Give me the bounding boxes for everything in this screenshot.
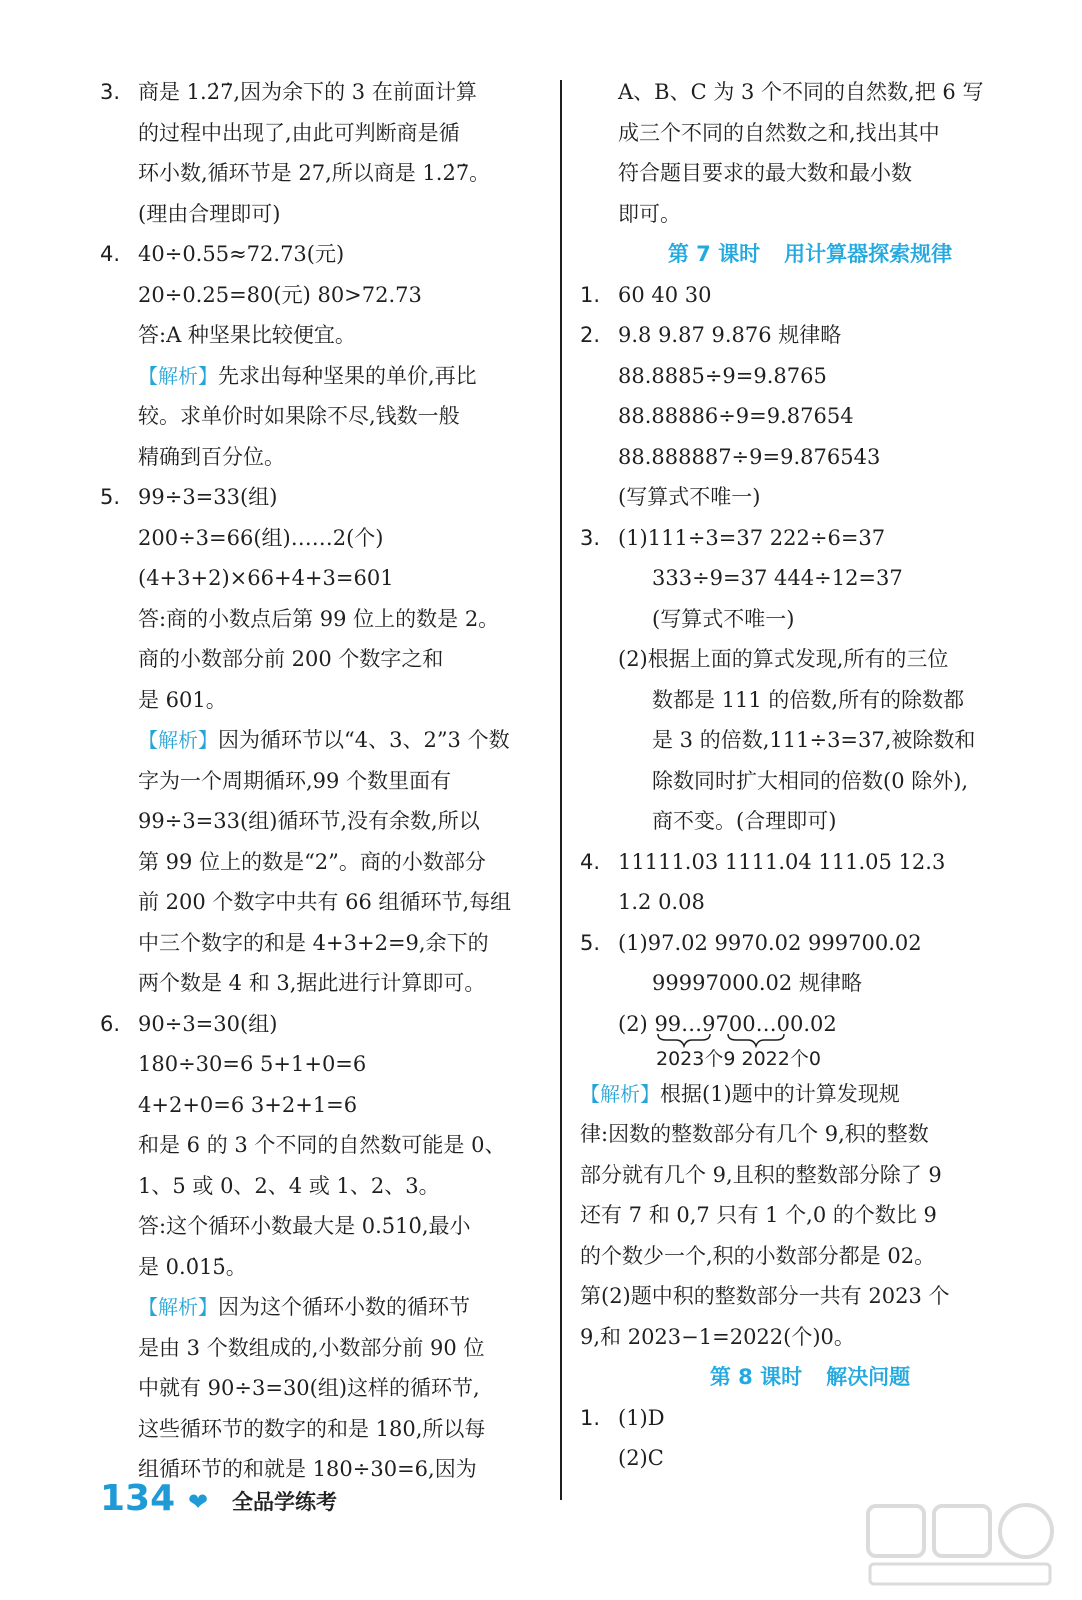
question-3 bbox=[580, 518, 1040, 842]
answer-line: 和是 6 的 3 个不同的自然数可能是 0、 bbox=[138, 1133, 506, 1157]
answer-line: (1)D bbox=[618, 1405, 665, 1430]
answer-line: 333÷9=37 444÷12=37 bbox=[652, 566, 903, 590]
right-column bbox=[580, 72, 1040, 1479]
analysis-line: 较。求单价时如果除不尽,钱数一般 bbox=[138, 404, 460, 428]
answer-line: 答:这个循环小数最大是 0.5̇10̇,最小 bbox=[138, 1214, 471, 1238]
analysis-tag: 【解析】 bbox=[138, 1295, 218, 1319]
question-number: 2. bbox=[580, 323, 601, 347]
watermark-logo-icon bbox=[860, 1500, 1060, 1590]
heart-icon: ❤ bbox=[188, 1488, 209, 1516]
analysis-line: 第 99 位上的数是“2”。商的小数部分 bbox=[138, 849, 486, 874]
part-prefix: (2) bbox=[618, 1011, 648, 1036]
answer-line: 9.8 9.87 9.876 规律略 bbox=[618, 323, 842, 347]
question-5 bbox=[100, 477, 540, 1004]
brace-label: 2023个9 bbox=[656, 1047, 736, 1070]
lesson-label: 第 8 课时 bbox=[709, 1365, 803, 1389]
answer-line: 商不变。(合理即可) bbox=[652, 809, 837, 833]
answer-line: (写算式不唯一) bbox=[652, 606, 795, 631]
analysis-line: A、B、C 为 3 个不同的自然数,把 6 写 bbox=[618, 80, 984, 104]
analysis-text: 因为这个循环小数的循环节 bbox=[218, 1295, 470, 1319]
answer-line: 88.888887÷9=9.876543 bbox=[618, 444, 881, 469]
answer-line: 4+2+0=6 3+2+1=6 bbox=[138, 1092, 358, 1117]
analysis-line: 符合题目要求的最大数和最小数 bbox=[618, 161, 912, 185]
analysis-line: 99÷3=33(组)循环节,没有余数,所以 bbox=[138, 809, 480, 833]
analysis-line: 是由 3 个数组成的,小数部分前 90 位 bbox=[138, 1335, 485, 1360]
question-2 bbox=[580, 315, 1040, 518]
analysis-line: 律:因数的整数部分有几个 9,积的整数 bbox=[580, 1122, 929, 1146]
question-number: 1. bbox=[580, 1405, 601, 1430]
analysis-line: 这些循环节的数字的和是 180,所以每 bbox=[138, 1416, 486, 1441]
brace-expression bbox=[580, 1004, 1040, 1074]
answer-line: 60 40 30 bbox=[618, 282, 712, 307]
analysis-line bbox=[580, 1074, 1040, 1115]
analysis-line: 精确到百分位。 bbox=[138, 444, 285, 469]
question-number: 4. bbox=[580, 849, 601, 874]
answer-line: 1、5 或 0、2、4 或 1、2、3。 bbox=[138, 1173, 440, 1198]
brace-labels bbox=[656, 1044, 821, 1071]
lesson-8-heading bbox=[580, 1357, 1040, 1398]
answer-line: 是 601。 bbox=[138, 687, 227, 712]
analysis-line: 中就有 90÷3=30(组)这样的循环节, bbox=[138, 1376, 480, 1400]
answer-line: 商是 1.2̇7̇,因为余下的 3 在前面计算 bbox=[138, 80, 477, 104]
question-6 bbox=[100, 1004, 540, 1490]
answer-line: 数都是 111 的倍数,所有的除数都 bbox=[652, 687, 965, 712]
analysis-line: 即可。 bbox=[618, 201, 681, 226]
lesson-title: 解决问题 bbox=[826, 1365, 911, 1389]
question-5 bbox=[580, 923, 1040, 1004]
lesson-7-heading bbox=[580, 234, 1040, 275]
analysis-line: 前 200 个数字中共有 66 组循环节,每组 bbox=[138, 890, 512, 914]
question-number: 3. bbox=[580, 525, 601, 550]
analysis-line bbox=[138, 356, 540, 397]
answer-line: 200÷3=66(组)……2(个) bbox=[138, 525, 384, 550]
answer-line: 的过程中出现了,由此可判断商是循 bbox=[138, 120, 460, 145]
question-number: 3. bbox=[100, 80, 121, 104]
question-number: 1. bbox=[580, 282, 601, 307]
answer-line: (写算式不唯一) bbox=[618, 485, 761, 509]
answer-line: 1.2 0.08 bbox=[618, 890, 705, 914]
analysis-line: 两个数是 4 和 3,据此进行计算即可。 bbox=[138, 971, 486, 995]
answer-line: 答:A 种坚果比较便宜。 bbox=[138, 323, 356, 347]
answer-line: 答:商的小数点后第 99 位上的数是 2。 bbox=[138, 606, 500, 631]
analysis-tag: 【解析】 bbox=[580, 1081, 660, 1106]
question-1 bbox=[580, 275, 1040, 316]
lesson-label: 第 7 课时 bbox=[667, 242, 761, 266]
question-number: 5. bbox=[580, 930, 601, 955]
question-3 bbox=[100, 72, 540, 234]
answer-line: 11111.03 1111.04 111.05 12.3 bbox=[618, 849, 946, 874]
question-4 bbox=[580, 842, 1040, 923]
analysis-line: 第(2)题中积的整数部分一共有 2023 个 bbox=[580, 1284, 950, 1308]
expression: 99…9700…00.02 bbox=[654, 1011, 837, 1036]
analysis-line: 中三个数字的和是 4+3+2=9,余下的 bbox=[138, 930, 489, 955]
answer-line: 90÷3=30(组) bbox=[138, 1011, 278, 1036]
answer-line: (1)97.02 9970.02 999700.02 bbox=[618, 930, 922, 955]
answer-line: 88.88886÷9=9.87654 bbox=[618, 404, 854, 428]
page-number: 134 bbox=[100, 1478, 176, 1519]
question-1-lesson8 bbox=[580, 1398, 1040, 1479]
analysis-line: 部分就有几个 9,且积的整数部分除了 9 bbox=[580, 1162, 942, 1187]
analysis-line: 字为一个周期循环,99 个数里面有 bbox=[138, 768, 452, 793]
answer-line: 180÷30=6 5+1+0=6 bbox=[138, 1052, 367, 1076]
column-divider bbox=[560, 80, 562, 1500]
brace-label: 2022个0 bbox=[741, 1047, 821, 1070]
brand-name: 全品学练考 bbox=[232, 1490, 337, 1514]
analysis-text: 因为循环节以“4、3、2”3 个数 bbox=[218, 728, 510, 752]
question-number: 5. bbox=[100, 485, 121, 509]
answer-line: 40÷0.55≈72.73(元) bbox=[138, 242, 345, 266]
question-number: 4. bbox=[100, 242, 121, 266]
analysis-tag: 【解析】 bbox=[138, 363, 218, 388]
left-column bbox=[100, 72, 540, 1490]
answer-line: 88.8885÷9=9.8765 bbox=[618, 363, 827, 388]
answer-line: (2)根据上面的算式发现,所有的三位 bbox=[618, 647, 949, 671]
analysis-line: 9,和 2023−1=2022(个)0。 bbox=[580, 1324, 855, 1349]
continuation-text bbox=[580, 72, 1040, 234]
answer-line: 商的小数部分前 200 个数字之和 bbox=[138, 647, 444, 671]
answer-line: 99÷3=33(组) bbox=[138, 485, 278, 509]
answer-line: 环小数,循环节是 27,所以商是 1.2̇7̇。 bbox=[138, 161, 491, 185]
answer-line: 是 0.0̇15̇。 bbox=[138, 1254, 247, 1279]
analysis-text: 根据(1)题中的计算发现规 bbox=[660, 1081, 900, 1106]
answer-line: 是 3 的倍数,111÷3=37,被除数和 bbox=[652, 728, 976, 752]
answer-line: 99997000.02 规律略 bbox=[652, 971, 862, 995]
lesson-title: 用计算器探索规律 bbox=[784, 242, 953, 266]
answer-line: 除数同时扩大相同的倍数(0 除外), bbox=[652, 768, 969, 793]
analysis-line: 的个数少一个,积的小数部分都是 02。 bbox=[580, 1243, 936, 1268]
answer-line: (1)111÷3=37 222÷6=37 bbox=[618, 525, 886, 550]
question-number: 6. bbox=[100, 1011, 121, 1036]
answer-line: 20÷0.25=80(元) 80>72.73 bbox=[138, 282, 422, 307]
analysis-line: 还有 7 和 0,7 只有 1 个,0 的个数比 9 bbox=[580, 1203, 937, 1227]
analysis-line: 成三个不同的自然数之和,找出其中 bbox=[618, 120, 940, 145]
analysis-text: 先求出每种坚果的单价,再比 bbox=[218, 363, 477, 388]
analysis-line bbox=[138, 720, 540, 761]
analysis-line bbox=[138, 1287, 540, 1328]
answer-line: (理由合理即可) bbox=[138, 201, 281, 226]
answer-line: (4+3+2)×66+4+3=601 bbox=[138, 566, 394, 590]
answer-line: (2)C bbox=[618, 1446, 664, 1470]
analysis-line: 组循环节的和就是 180÷30=6,因为 bbox=[138, 1457, 477, 1481]
question-4 bbox=[100, 234, 540, 477]
analysis-tag: 【解析】 bbox=[138, 728, 218, 752]
question-5-analysis bbox=[580, 1074, 1040, 1358]
